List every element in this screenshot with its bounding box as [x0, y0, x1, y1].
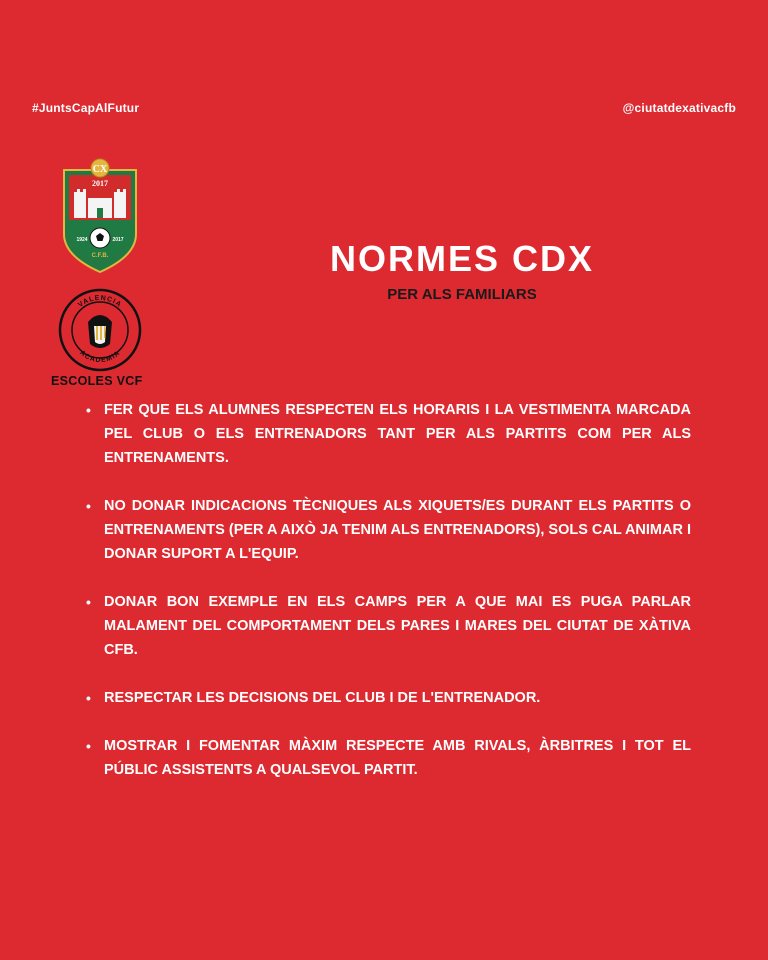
- bullet-icon: •: [86, 498, 91, 514]
- club-crest-logo: [60, 156, 140, 274]
- bullet-icon: •: [86, 738, 91, 754]
- vcf-ring-bottom: ACADEMIA: [78, 349, 122, 365]
- rule-text: DONAR BON EXEMPLE EN ELS CAMPS PER A QUE MAI ES PUGA PARLAR MALAMENT DEL COMPORTAMENT DELS PARES I MARES DEL CIUTAT DE XÀTIVA CFB.: [104, 594, 691, 658]
- social-handle: @ciutatdexativacfb: [622, 101, 736, 115]
- page-subtitle: PER ALS FAMILIARS: [387, 286, 537, 303]
- rule-text: MOSTRAR I FOMENTAR MÀXIM RESPECTE AMB RIVALS, ÀRBITRES I TOT EL PÚBLIC ASSISTENTS A QUALSEVOL PARTIT.: [104, 738, 691, 778]
- rules-list: [84, 398, 691, 806]
- crest-initials: CX: [92, 164, 108, 175]
- bullet-icon: •: [86, 402, 91, 418]
- crest-founded-right: 2017: [112, 237, 124, 243]
- crest-abbrev: C.F.B.: [91, 253, 109, 259]
- hashtag-text: #JuntsCapAlFutur: [32, 101, 140, 115]
- rule-item: [84, 494, 691, 566]
- rule-text: RESPECTAR LES DECISIONS DEL CLUB I DE L'ENTRENADOR.: [104, 690, 541, 706]
- bullet-icon: •: [86, 690, 91, 706]
- page-title: NORMES CDX: [329, 238, 595, 279]
- rule-item: [84, 590, 691, 662]
- crest-year: 2017: [92, 179, 108, 188]
- rule-text: NO DONAR INDICACIONS TÈCNIQUES ALS XIQUETS/ES DURANT ELS PARTITS O ENTRENAMENTS (PER A AIXÒ JA TENIM ALS ENTRENADORS), SOLS CAL ANIMAR I DONAR SUPORT A L'EQUIP.: [104, 498, 692, 562]
- vcf-ring-top: VALENCIA: [77, 294, 123, 310]
- rule-text: FER QUE ELS ALUMNES RESPECTEN ELS HORARIS I LA VESTIMENTA MARCADA PEL CLUB O ELS ENTRENADORS TANT PER ALS PARTITS COM PER ALS ENTRENAMENTS.: [104, 402, 691, 466]
- crest-founded-left: 1924: [76, 237, 88, 243]
- bullet-icon: •: [86, 594, 91, 610]
- rule-item: [84, 686, 691, 710]
- vcf-academy-badge: [58, 288, 142, 372]
- rule-item: [84, 398, 691, 470]
- rule-item: [84, 734, 691, 782]
- vcf-label: ESCOLES VCF: [51, 374, 143, 388]
